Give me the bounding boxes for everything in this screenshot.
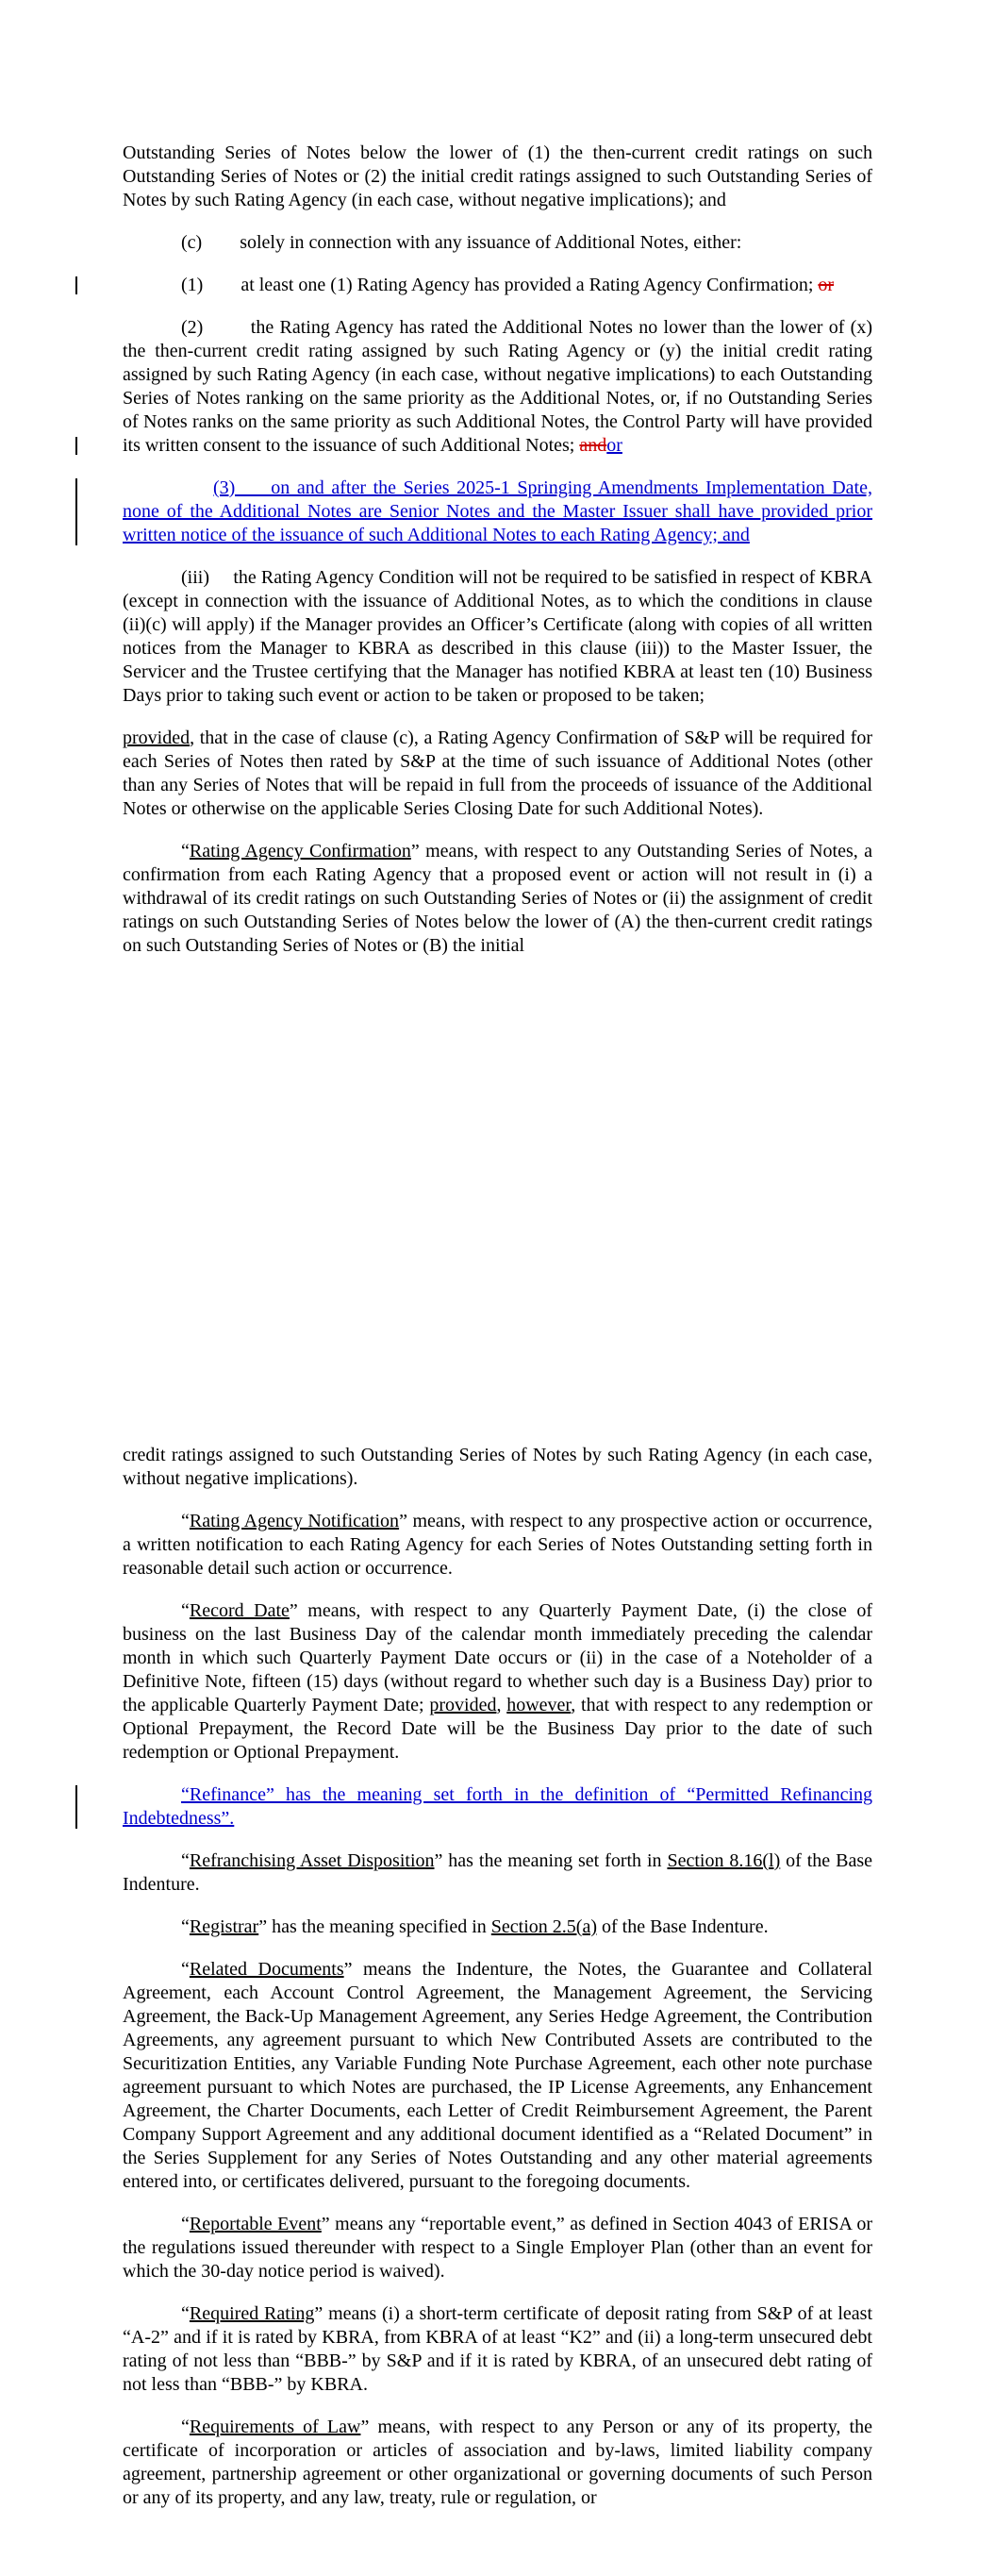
text-run: ” means (i) a short-term certificate of deposit rating from S&P of at least “A-2” and if it is rated by KBRA, from KBRA of at least “K2” and (ii) a long-term unsecured debt rating of not less than “BBB-” by S&P and if it is rated by KBRA, of an unsecured debt rating of not less than “BBB-” by KBRA.	[123, 2303, 873, 2395]
text-run: ,	[496, 1695, 507, 1715]
underlined-term-run: Related Documents	[189, 1959, 344, 1980]
definition-rating-agency-notification	[123, 1510, 872, 1581]
underlined-term-run: however	[506, 1695, 572, 1715]
definition-continuation-paragraph	[123, 1444, 872, 1491]
text-run: ” means, with respect to any Quarterly Payment Date, (i) the close of business on the last Business Day of the calendar month immediately preceding the calendar month in which such Quarterly Payment Date occurs or (ii) in the case of a Noteholder of a Definitive Note, fifteen (15) days (without regard to whether such day is a Business Day) prior to the applicable Quarterly Payment Date;	[123, 1600, 872, 1715]
clause-c-paragraph	[123, 231, 872, 255]
underlined-term-run: Section 2.5(a)	[490, 1916, 597, 1937]
change-bar	[75, 478, 77, 545]
underlined-term-run: Record Date	[189, 1600, 290, 1621]
text-run: “	[181, 2214, 190, 2234]
proviso-paragraph	[123, 727, 872, 821]
text-run: ” means, with respect to any Person or any of its property, the certificate of incorporation or articles of association and by-laws, limited liability company agreement, partnership agreement or other organizational or governing documents of such Person or any of its property, and any law, treaty, rule or regulation, or	[123, 2417, 872, 2508]
text-run: “	[181, 2303, 190, 2324]
inserted-text-run: “Refinance” has the meaning set forth in the definition of “Permitted Refinancing Indebtedness”.	[123, 1784, 872, 1829]
definition-refranchising-asset-disposition	[123, 1849, 872, 1897]
text-run: “	[181, 2417, 190, 2437]
definition-refinance-inserted	[123, 1783, 872, 1831]
text-run: “	[181, 841, 190, 861]
text-run: ” means the Indenture, the Notes, the Guarantee and Collateral Agreement, each Account Control Agreement, the Management Agreement, the Servicing Agreement, the Back-Up Management Agreement, any Series Hedge Agreement, the Contribution Agreements, any agreement pursuant to which New Contributed Assets are contributed to the Securitization Entities, any Variable Funding Note Purchase Agreement, each other note purchase agreement pursuant to which Notes are purchased, the IP License Agreements, any Enhancement Agreement, the Charter Documents, each Letter of Credit Reimbursement Agreement, the Parent Company Support Agreement and any additional document identified as a “Related Document” in the Series Supplement for any Series of Notes Outstanding and any other material agreements entered into, or certificates delivered, pursuant to the foregoing documents.	[123, 1959, 872, 2192]
text-run: “	[181, 1600, 190, 1621]
text-run: “	[181, 1511, 190, 1531]
definition-registrar	[123, 1915, 872, 1939]
deleted-text-run: or	[818, 275, 835, 295]
underlined-term-run: Required Rating	[189, 2303, 315, 2324]
text-run: ” means, with respect to any prospective action or occurrence, a written notification to each Rating Agency for each Series of Notes Outstanding setting forth in reasonable detail such action or occurrence.	[123, 1511, 872, 1579]
text-run: ” means, with respect to any Outstanding Series of Notes, a confirmation from each Rating Agency that a proposed event or action will not result in (i) a withdrawal of its credit ratings on such Outstanding Series of Notes or (ii) the assignment of credit ratings on such Outstanding Series of Notes below the lower of (A) the then-current credit ratings on such Outstanding Series of Notes or (B) the initial	[123, 841, 872, 956]
underlined-term-run: Rating Agency Confirmation	[189, 841, 411, 861]
underlined-term-run: Registrar	[189, 1916, 259, 1937]
text-run: ” has the meaning specified in	[258, 1916, 491, 1937]
inserted-text-run: (3) on and after the Series 2025-1 Springing Amendments Implementation Date, none of the Additional Notes are Senior Notes and the Master Issuer shall have provided prior written notice of the issuance of such Additional Notes to each Rating Agency; and	[123, 477, 872, 545]
definition-rating-agency-confirmation	[123, 840, 872, 958]
text-run: (2) the Rating Agency has rated the Additional Notes no lower than the lower of (x) the then-current credit rating assigned by such Rating Agency or (y) the initial credit rating assigned by such Rating Agency (in each case, without negative implications) to each Outstanding Series of Notes ranking on the same priority as the Additional Notes, or, if no Outstanding Series of Notes ranks on the same priority as such Additional Notes, the Control Party will have provided its written consent to the issuance of such Additional Notes;	[123, 317, 872, 456]
underlined-term-run: Requirements of Law	[189, 2417, 361, 2437]
deleted-text-run: and	[579, 435, 607, 456]
text-run: “	[181, 1959, 190, 1980]
definition-requirements-of-law	[123, 2416, 872, 2510]
page-2-content	[123, 1444, 872, 2510]
underlined-term-run: Section 8.16(l)	[667, 1850, 781, 1871]
underlined-term-run: Refranchising Asset Disposition	[189, 1850, 435, 1871]
text-run: “	[181, 1916, 190, 1937]
definition-required-rating	[123, 2302, 872, 2397]
text-run: credit ratings assigned to such Outstanding Series of Notes by such Rating Agency (in each case, without negative implications).	[123, 1445, 872, 1489]
inserted-text-run: or	[606, 435, 622, 456]
text-run: ” has the meaning set forth in	[434, 1850, 668, 1871]
clause-ii-continuation-paragraph	[123, 142, 872, 212]
page-1-content	[123, 142, 872, 958]
definition-reportable-event	[123, 2213, 872, 2283]
clause-c-2-paragraph	[123, 316, 872, 458]
underlined-term-run: provided	[123, 728, 191, 748]
definition-record-date	[123, 1599, 872, 1765]
change-bar	[75, 437, 77, 455]
definition-related-documents	[123, 1958, 872, 2194]
underlined-term-run: Rating Agency Notification	[189, 1511, 400, 1531]
text-run: of the Base Indenture.	[123, 1850, 872, 1895]
text-run: Outstanding Series of Notes below the lower of (1) the then-current credit ratings on such Outstanding Series of Notes or (2) the initial credit ratings assigned to such Outstanding Series of Notes by such Rating Agency (in each case, without negative implications); and	[123, 142, 872, 210]
clause-c-3-inserted-paragraph	[123, 477, 872, 547]
text-run: of the Base Indenture.	[596, 1916, 769, 1937]
text-run: , that in the case of clause (c), a Rating Agency Confirmation of S&P will be required for each Series of Notes then rated by S&P at the time of such issuance of Additional Notes (other than any Series of Notes that will be repaid in full from the proceeds of issuance of the Additional Notes or otherwise on the applicable Series Closing Date for such Additional Notes).	[123, 728, 872, 819]
clause-c-1-paragraph	[123, 274, 872, 297]
clause-iii-paragraph	[123, 566, 872, 708]
underlined-term-run: provided	[429, 1695, 497, 1715]
page-2	[0, 1288, 995, 2576]
text-run: (c) solely in connection with any issuance of Additional Notes, either:	[181, 232, 742, 253]
text-run: , that with respect to any redemption or Optional Prepayment, the Record Date will be the Business Day prior to the date of such redemption or Optional Prepayment.	[123, 1695, 873, 1763]
text-run: “	[181, 1850, 190, 1871]
change-bar	[75, 1785, 77, 1829]
change-bar	[75, 276, 77, 294]
underlined-term-run: Reportable Event	[189, 2214, 322, 2234]
text-run: ” means any “reportable event,” as defined in Section 4043 of ERISA or the regulations issued thereunder with respect to a Single Employer Plan (other than an event for which the 30-day notice period is waived).	[123, 2214, 872, 2282]
text-run: (iii) the Rating Agency Condition will not be required to be satisfied in respect of KBRA (except in connection with the issuance of Additional Notes, as to which the conditions in clause (ii)(c) will apply) if the Manager provides an Officer’s Certificate (along with copies of all written notices from the Manager to KBRA as described in this clause (iii)) to the Master Issuer, the Servicer and the Trustee certifying that the Manager has notified KBRA at least ten (10) Business Days prior to taking such event or action to be taken or proposed to be taken;	[123, 567, 872, 706]
text-run: (1) at least one (1) Rating Agency has provided a Rating Agency Confirmation;	[181, 275, 819, 295]
